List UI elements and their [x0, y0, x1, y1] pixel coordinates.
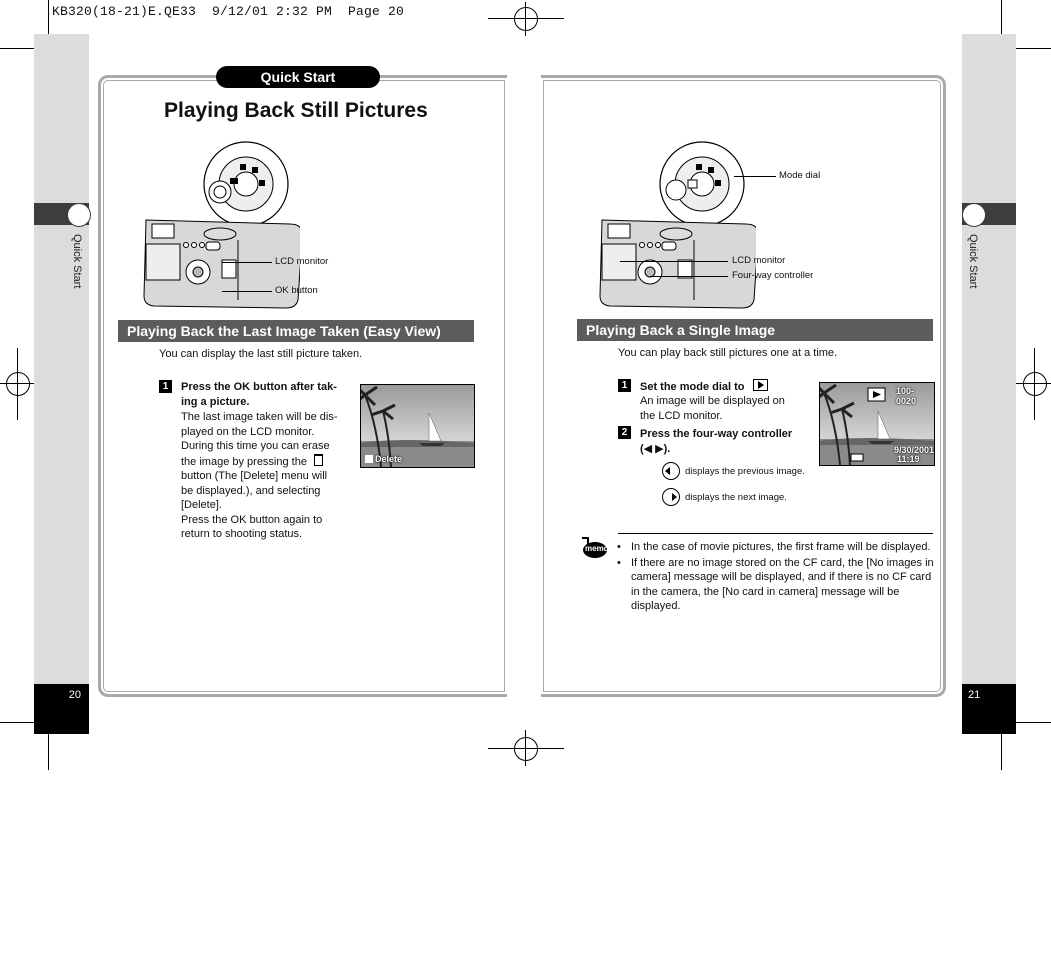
tab-circle-icon — [962, 203, 986, 227]
easy-view-photo — [360, 384, 475, 468]
ok-button-label: OK button — [275, 285, 318, 296]
section-pill: Quick Start — [216, 66, 380, 88]
four-way-right-icon — [662, 488, 680, 506]
right-side-tab-label: Quick Start — [967, 234, 979, 289]
single-image-photo — [819, 382, 935, 466]
leader-line — [734, 176, 776, 177]
right-side-strip — [962, 34, 1016, 684]
section-intro: You can play back still pictures one at a time. — [618, 347, 838, 359]
left-side-strip — [34, 34, 89, 684]
lcd-monitor-label: LCD monitor — [275, 256, 329, 267]
step-number: 2 — [618, 426, 631, 439]
step-number: 1 — [618, 379, 631, 392]
memo-icon-label: memo — [585, 544, 609, 553]
right-page-number-block — [962, 684, 1016, 734]
mode-dial-label: Mode dial — [779, 170, 821, 181]
memo-item: • If there are no image stored on the CF card, the [No images in camera] message will be displayed, and if there is no CF card in the camera, the [No card in camera] message will be displayed. — [617, 556, 935, 614]
registration-circle-icon — [1023, 372, 1047, 396]
registration-circle-icon — [6, 372, 30, 396]
page-title: Playing Back Still Pictures — [164, 99, 428, 122]
leader-line — [650, 276, 728, 277]
date-overlay: 9/30/2001 — [894, 445, 935, 455]
right-page-number: 21 — [968, 689, 981, 701]
nav-previous-text: displays the previous image. — [685, 466, 805, 477]
lcd-monitor-label: LCD monitor — [732, 255, 786, 266]
registration-circle-icon — [514, 7, 538, 31]
step-title: Press the four-way controller (◀ ▶). — [640, 428, 793, 455]
left-page-number-block — [34, 684, 89, 734]
trash-icon — [314, 454, 323, 466]
section-intro: You can display the last still picture taken. — [159, 348, 363, 360]
leader-line — [222, 291, 272, 292]
left-page-number: 20 — [68, 689, 81, 701]
nav-next-text: displays the next image. — [685, 492, 787, 503]
left-side-tab-label: Quick Start — [71, 234, 83, 289]
step-title: Press the OK button after tak- ing a picture. — [181, 381, 337, 408]
leader-line — [222, 262, 272, 263]
section-heading-easy-view: Playing Back the Last Image Taken (Easy View) — [118, 320, 474, 342]
camera-back-illustration-mode-dial — [596, 140, 756, 312]
section-heading-single-image: Playing Back a Single Image — [577, 319, 933, 341]
print-header: KB320(18-21)E.QE33 9/12/01 2:32 PM Page 20 — [52, 4, 405, 19]
memo-item: • In the case of movie pictures, the first frame will be displayed. — [617, 540, 935, 555]
registration-circle-icon — [514, 737, 538, 761]
step-number: 1 — [159, 380, 172, 393]
step-title: Set the mode dial to — [640, 379, 768, 395]
step-body: An image will be displayed on the LCD monitor. — [640, 395, 785, 422]
playback-mode-icon — [753, 379, 768, 391]
leader-line — [620, 261, 728, 262]
crop-mark — [1012, 722, 1051, 723]
trash-icon — [365, 455, 373, 463]
crop-mark — [1012, 48, 1051, 49]
four-way-controller-label: Four-way controller — [732, 270, 814, 281]
delete-overlay-text: Delete — [375, 454, 403, 464]
time-overlay: 11:19 — [897, 454, 920, 464]
tab-circle-icon — [67, 203, 91, 227]
four-way-left-icon — [662, 462, 680, 480]
memo-divider — [618, 533, 933, 534]
step-body: The last image taken will be dis- played on the LCD monitor. During this time you can erase the image by pressing the button (The [Delete] menu will be displayed.), and selecting [Delete]. Press the OK button again to return to shooting status. — [181, 411, 338, 540]
memo-list — [617, 540, 935, 615]
file-number-overlay: 100-0020 — [896, 386, 917, 406]
